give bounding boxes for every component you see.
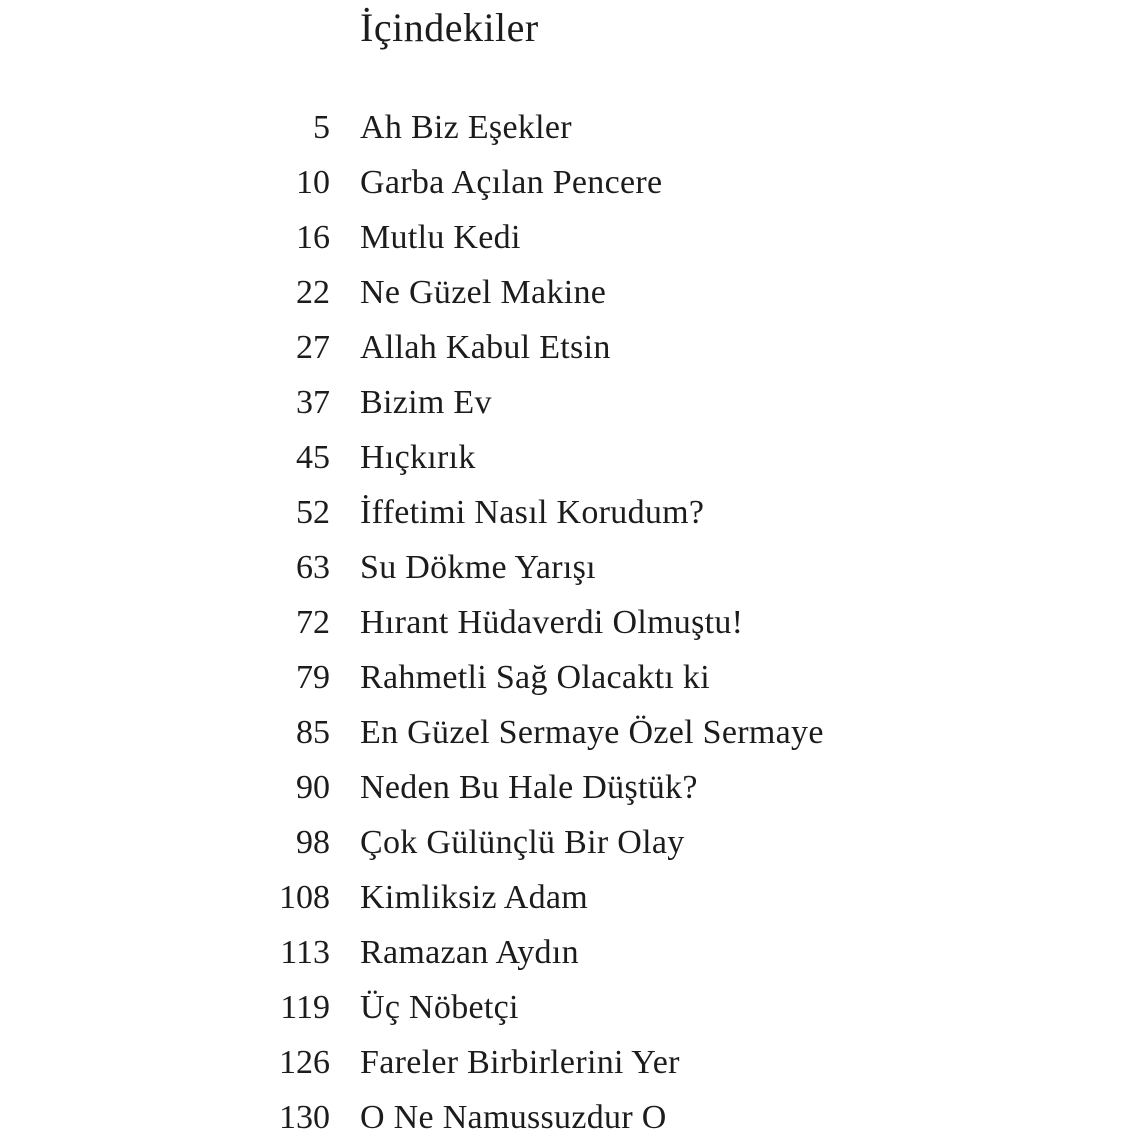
toc-entry	[0, 815, 1140, 870]
toc-entry	[0, 1035, 1140, 1090]
toc-heading: Ne Güzel Makine	[360, 274, 607, 311]
toc-heading: Ramazan Aydın	[360, 934, 579, 971]
toc-entry	[0, 595, 1140, 650]
toc-entry	[0, 760, 1140, 815]
toc-page-number: 113	[280, 934, 330, 971]
toc-heading: O Ne Namussuzdur O	[360, 1099, 667, 1136]
toc-heading: Hırant Hüdaverdi Olmuştu!	[360, 604, 744, 641]
toc-entry	[0, 375, 1140, 430]
toc-heading: Su Dökme Yarışı	[360, 549, 596, 586]
toc-entry	[0, 485, 1140, 540]
toc-heading: Hıçkırık	[360, 439, 476, 476]
toc-page-number: 45	[296, 439, 330, 476]
toc-page-number: 22	[296, 274, 330, 311]
toc-page-number: 27	[296, 329, 330, 366]
toc-heading: Üç Nöbetçi	[360, 989, 519, 1026]
toc-entry	[0, 265, 1140, 320]
toc-page-number: 72	[296, 604, 330, 641]
toc-page-number: 16	[296, 219, 330, 256]
toc-entry	[0, 925, 1140, 980]
toc-heading: Mutlu Kedi	[360, 219, 521, 256]
toc-entry	[0, 100, 1140, 155]
toc-page-number: 126	[279, 1044, 330, 1081]
toc-entry	[0, 540, 1140, 595]
toc-heading: En Güzel Sermaye Özel Sermaye	[360, 714, 824, 751]
toc-heading: Ah Biz Eşekler	[360, 109, 572, 146]
toc-page-number: 98	[296, 824, 330, 861]
toc-page-number: 90	[296, 769, 330, 806]
toc-heading: Fareler Birbirlerini Yer	[360, 1044, 680, 1081]
toc-heading: Rahmetli Sağ Olacaktı ki	[360, 659, 710, 696]
toc-page-number: 10	[296, 164, 330, 201]
toc-entry	[0, 320, 1140, 375]
page-title: İçindekiler	[360, 5, 539, 50]
toc-list	[0, 100, 1140, 1145]
toc-entry	[0, 210, 1140, 265]
toc-page-number: 79	[296, 659, 330, 696]
toc-heading: Bizim Ev	[360, 384, 492, 421]
toc-page-number: 130	[279, 1099, 330, 1136]
toc-page-number: 37	[296, 384, 330, 421]
toc-entry	[0, 650, 1140, 705]
toc-page-number: 108	[279, 879, 330, 916]
toc-heading: Çok Gülünçlü Bir Olay	[360, 824, 685, 861]
toc-entry	[0, 870, 1140, 925]
toc-heading: Neden Bu Hale Düştük?	[360, 769, 698, 806]
toc-entry	[0, 1090, 1140, 1145]
toc-entry	[0, 980, 1140, 1035]
toc-heading: İffetimi Nasıl Korudum?	[360, 494, 705, 531]
toc-page-number: 85	[296, 714, 330, 751]
toc-entry	[0, 430, 1140, 485]
toc-heading: Kimliksiz Adam	[360, 879, 589, 916]
toc-entry	[0, 705, 1140, 760]
toc-heading: Garba Açılan Pencere	[360, 164, 663, 201]
toc-page-number: 63	[296, 549, 330, 586]
toc-page-number: 5	[313, 109, 330, 146]
toc-page-number: 119	[280, 989, 330, 1026]
toc-page-number: 52	[296, 494, 330, 531]
toc-entry	[0, 155, 1140, 210]
toc-heading: Allah Kabul Etsin	[360, 329, 611, 366]
